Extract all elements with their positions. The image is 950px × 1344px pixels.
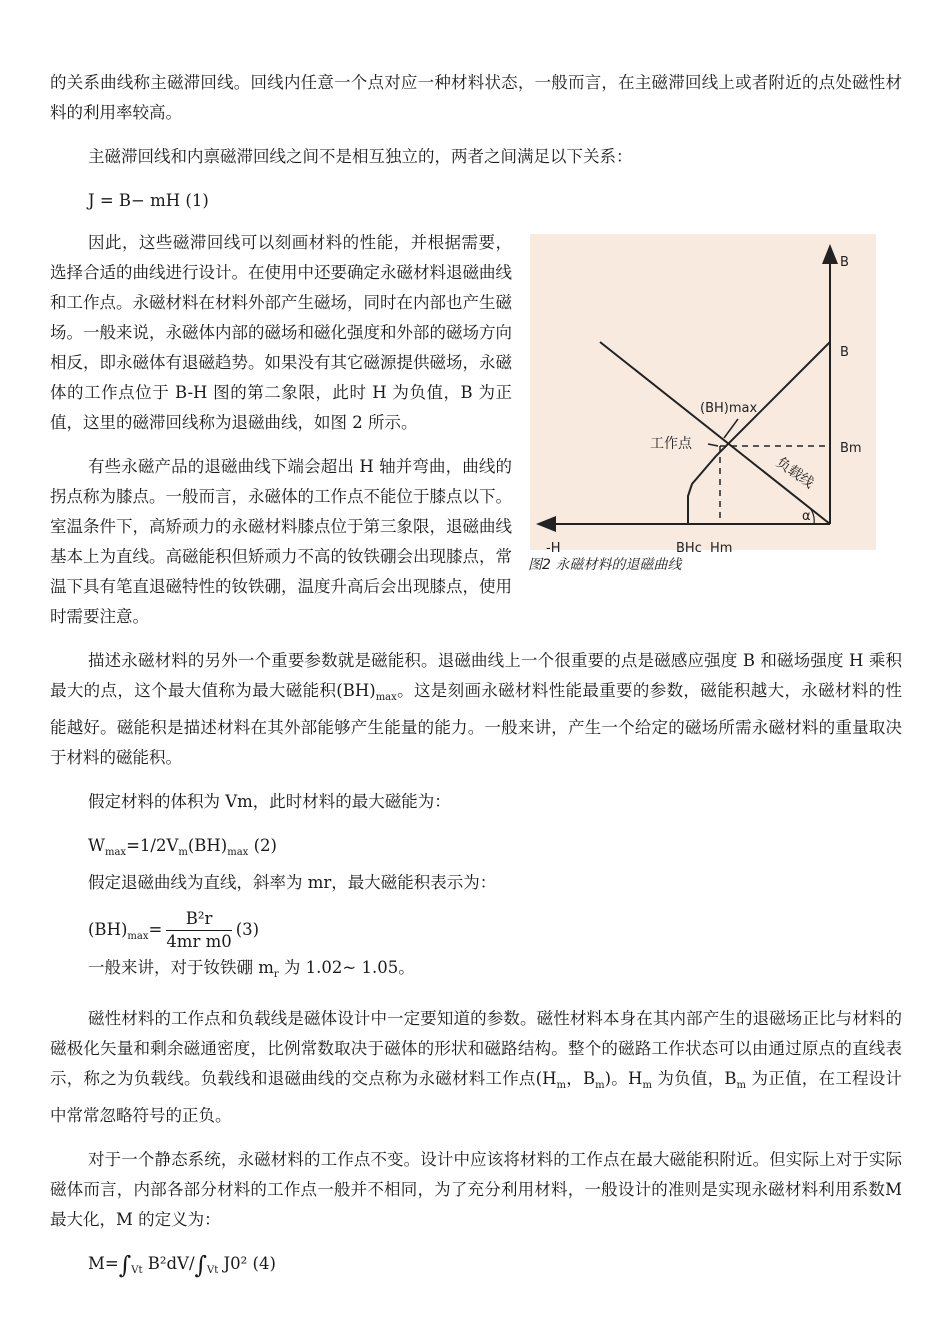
paragraph-5 (50, 646, 902, 773)
load-line-label: 负载线 (773, 454, 817, 492)
eq2-bh: (BH) (187, 836, 228, 855)
document-page (50, 68, 902, 1286)
bm-label: Bm (840, 441, 862, 456)
eq2-sub-max2: max (227, 847, 249, 858)
paragraph-2: 主磁滞回线和内禀磁滞回线之间不是相互独立的，两者之间满足以下关系： (88, 147, 633, 166)
p8-text-b: 为 1.02~ 1.05。 (278, 958, 415, 977)
eq4-lhs: M= (88, 1254, 119, 1273)
neg-h-label: -H (546, 541, 561, 552)
paragraph-3: 因此，这些磁滞回线可以刻画材料的性能，并根据需要，选择合适的曲线进行设计。在使用中还要确定永磁材料退磁曲线和工作点。永磁材料在材料外部产生磁场，同时在内部也产生磁场。一般来说，永磁体内部的磁场和磁化强度和外部的磁场方向相反，即永磁体有退磁趋势。如果没有其它磁源提供磁场，永磁体的工作点位于 B-H 图的第二象限，此时 H 为负值，B 为正值，这里的磁滞回线称为退磁曲线，如图 2 所示。 (50, 233, 512, 432)
eq4-end: J0² (4) (218, 1254, 276, 1273)
hm-label: Hm (710, 541, 733, 552)
paragraph-8 (50, 953, 902, 990)
figure-svg (528, 234, 878, 552)
p8-sub: r (273, 969, 279, 980)
eq3-numerator: B²r (166, 908, 231, 931)
p9-sub-3: m (642, 1080, 652, 1091)
figure-caption: 图2 永磁材料的退磁曲线 (528, 557, 682, 573)
b-axis-label: B (840, 255, 849, 270)
p9-text-e: 为正值，在工程设计中常常忽略符号的正负。 (50, 1069, 902, 1125)
eq2-sub-max: max (104, 847, 127, 858)
work-point-label: 工作点 (650, 436, 692, 452)
equation-3 (88, 908, 902, 953)
eq2-half-v: =1/2V (126, 836, 179, 855)
p9-sub-1: m (556, 1080, 566, 1091)
eq3-lhs: (BH) (88, 920, 128, 939)
br-label: B (840, 345, 849, 360)
eq3-tag: (3) (235, 920, 260, 939)
text-with-figure (50, 228, 902, 632)
p8-text-a: 一般来讲，对于钕铁硼 m (88, 958, 274, 977)
eq4-sub-2: Vt (207, 1265, 219, 1276)
p9-text-b: ，B (566, 1069, 596, 1088)
equation-2 (88, 831, 902, 868)
eq2-sub-m: m (178, 847, 188, 858)
eq4-integral-1: ∫ (118, 1251, 132, 1279)
p5-text-b: 。这是刻画永磁材料性能最重要的参数，磁能积越大，永磁材料的性能越好。磁能积是描述材料在其外部能够产生能量的能力。一般来讲，产生一个给定的磁场所需永磁材料的重量取决于材料的磁能积。 (50, 681, 903, 767)
p9-text-c: )。H (604, 1069, 643, 1088)
paragraph-9 (50, 1004, 902, 1131)
left-column (50, 228, 512, 632)
paragraph-10: 对于一个静态系统，永磁材料的工作点不变。设计中应该将材料的工作点在最大磁能积附近。但实际上对于实际磁体而言，内部各部分材料的工作点一般并不相同，为了充分利用材料，一般设计的准则是实现永磁材料利用系数M 最大化，M 的定义为： (50, 1150, 902, 1229)
p9-sub-2: m (595, 1080, 605, 1091)
paragraph-7: 假定退磁曲线为直线，斜率为 mr，最大磁能积表示为： (88, 873, 497, 892)
equation-1: J = B− mH (1) (88, 191, 209, 210)
eq2-tag: (2) (248, 836, 277, 855)
paragraph-6: 假定材料的体积为 Vm，此时材料的最大磁能为： (88, 792, 451, 811)
p9-text-a: 磁性材料的工作点和负载线是磁体设计中一定要知道的参数。磁性材料本身在其内部产生的退磁场正比与材料的磁极化矢量和剩余磁通密度，比例常数取决于磁体的形状和磁路结构。整个的磁路工作状态可以由通过原点的直线表示，称之为负载线。负载线和退磁曲线的交点称为永磁材料工作点(H (50, 1009, 902, 1088)
p5-text-a: 描述永磁材料的另外一个重要参数就是磁能积。退磁曲线上一个很重要的点是磁感应强度 B 和磁场强度 H 乘积最大的点，这个最大值称为最大磁能积(BH) (50, 651, 902, 700)
alpha-label: α (802, 509, 811, 524)
p5-sub: max (375, 692, 397, 703)
eq4-sub-1: Vt (131, 1265, 143, 1276)
eq4-mid: B²dV/ (142, 1254, 195, 1273)
paragraph-4: 有些永磁产品的退磁曲线下端会超出 H 轴并弯曲，曲线的拐点称为膝点。一般而言，永磁体的工作点不能位于膝点以下。室温条件下，高矫顽力的永磁材料膝点位于第三象限，退磁曲线基本上为直线。高磁能积但矫顽力不高的钕铁硼会出现膝点，常温下具有笔直退磁特性的钕铁硼，温度升高后会出现膝点，使用时需要注意。 (50, 457, 512, 626)
eq4-integral-2: ∫ (194, 1251, 208, 1279)
load-line (600, 342, 830, 524)
bhmax-label: (BH)max (700, 401, 758, 416)
eq2-w: W (88, 836, 105, 855)
eq3-lhs-sub: max (127, 931, 149, 942)
demagnetization-curve (688, 342, 830, 524)
paragraph-1: 的关系曲线称主磁滞回线。回线内任意一个点对应一种材料状态，一般而言，在主磁滞回线上或者附近的点处磁性材料的利用率较高。 (50, 73, 902, 122)
p9-sub-4: m (736, 1080, 747, 1091)
eq3-denominator: 4mr m0 (166, 932, 232, 951)
eq3-fraction (166, 908, 231, 953)
equation-4 (88, 1249, 902, 1286)
eq3-equals: = (148, 920, 163, 939)
demagnetization-figure (528, 234, 878, 579)
workpoint-pointer (708, 444, 718, 446)
bhc-label: BHc (676, 541, 702, 552)
p9-text-d: 为负值，B (651, 1069, 737, 1088)
